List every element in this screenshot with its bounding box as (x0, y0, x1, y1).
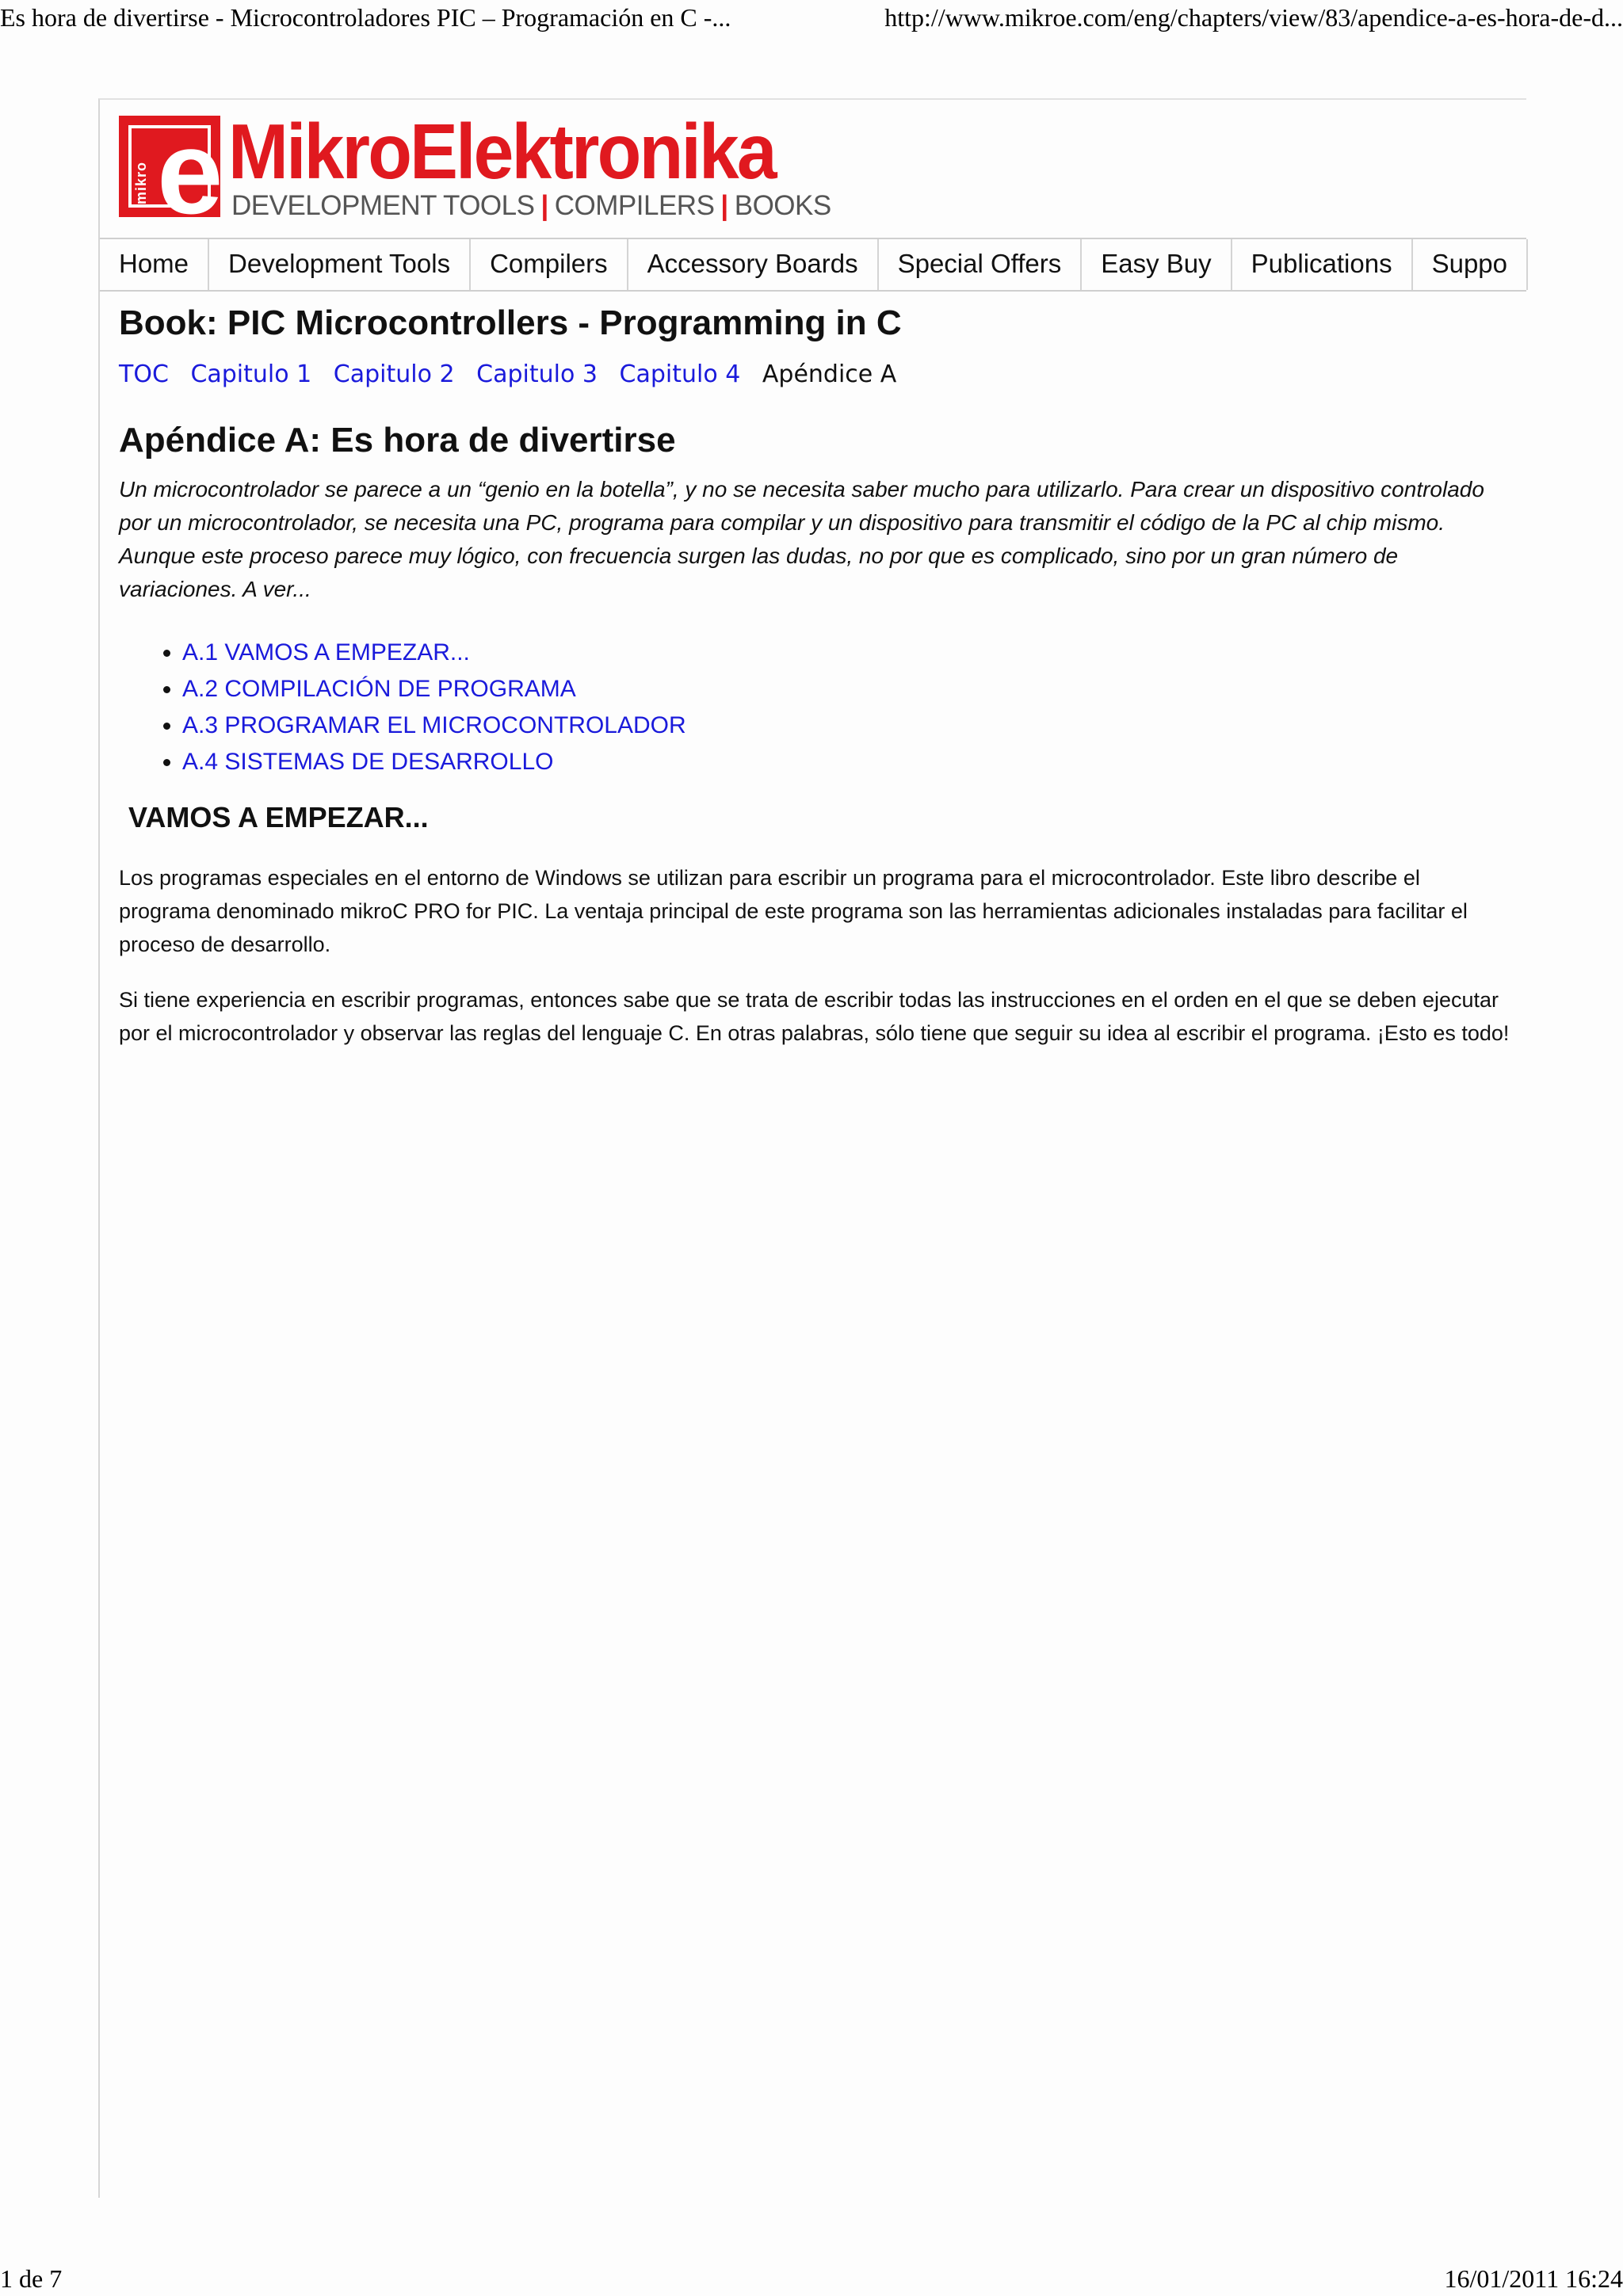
tagline-compilers: COMPILERS (554, 190, 715, 221)
section-paragraph: Los programas especiales en el entorno de Windows se utilizan para escribir un programa para el microcontrolador. Este libro describe el programa denominado mikroC PRO for PIC. La ventaja principal de este programa son las herramientas adicionales instaladas para facilitar el proceso de desarrollo. (119, 865, 1468, 956)
mikroelektronika-logo[interactable] (119, 105, 831, 238)
tagline-separator: | (540, 190, 548, 221)
toc-link-a2[interactable]: A.2 COMPILACIÓN DE PROGRAMA (182, 675, 576, 702)
book-title: Book: PIC Microcontrollers - Programming in C (119, 303, 902, 342)
logo-tagline (231, 192, 831, 219)
print-footer (0, 2264, 1623, 2296)
list-item (182, 635, 1514, 671)
nav-item-publications[interactable]: Publications (1232, 239, 1413, 290)
breadcrumb-link-toc[interactable]: TOC (119, 360, 169, 388)
print-header-url: http://www.mikroe.com/eng/chapters/view/83/apendice-a-es-hora-de-d... (884, 3, 1623, 32)
nav-item-support[interactable]: Suppo (1413, 239, 1528, 290)
breadcrumb-current: Apéndice A (762, 360, 897, 388)
tagline-development-tools: DEVELOPMENT TOOLS (231, 190, 535, 221)
main-nav (100, 238, 1526, 292)
chapter-title: Apéndice A: Es hora de divertirse (119, 420, 676, 460)
print-footer-page: 1 de 7 (0, 2264, 63, 2293)
tagline-separator: | (720, 190, 728, 221)
nav-item-easy-buy[interactable]: Easy Buy (1082, 239, 1232, 290)
breadcrumb (119, 360, 1514, 388)
list-item (182, 707, 1514, 744)
nav-item-home[interactable]: Home (100, 239, 209, 290)
print-header-title: Es hora de divertirse - Microcontroladores PIC – Programación en C -... (0, 3, 731, 32)
list-item (182, 671, 1514, 707)
main-content (119, 303, 1514, 1050)
nav-item-compilers[interactable]: Compilers (471, 239, 628, 290)
logo-wordmark: MikroElektronika (228, 108, 775, 195)
breadcrumb-link-capitulo-4[interactable]: Capitulo 4 (619, 360, 741, 388)
nav-item-accessory-boards[interactable]: Accessory Boards (628, 239, 879, 290)
intro-paragraph: Un microcontrolador se parece a un “genio en la botella”, y no se necesita saber mucho para utilizarlo. Para crear un dispositivo controlado por un microcontrolador, se necesita una PC, programa para compilar y un dispositivo para transmitir el código de la PC al chip mismo. Aunque este proceso parece muy lógico, con frecuencia surgen las dudas, no por que es complicado, sino por un gran número de variaciones. A ver... (119, 476, 1484, 601)
section-paragraph: Si tiene experiencia en escribir programas, entonces sabe que se trata de escribir todas las instrucciones en el orden en el que se deben ejecutar por el microcontrolador y observar las reglas del lenguaje C. En otras palabras, sólo tiene que seguir su idea al escribir el programa. ¡Esto es todo! (119, 987, 1510, 1045)
section-title: VAMOS A EMPEZAR... (128, 800, 429, 833)
toc-link-a4[interactable]: A.4 SISTEMAS DE DESARROLLO (182, 748, 554, 775)
toc-link-a1[interactable]: A.1 VAMOS A EMPEZAR... (182, 639, 470, 666)
nav-item-special-offers[interactable]: Special Offers (879, 239, 1083, 290)
logo-mark-icon (119, 105, 223, 238)
print-footer-datetime: 16/01/2011 16:24 (1444, 2264, 1623, 2293)
page-frame (98, 98, 1526, 2198)
list-item (182, 744, 1514, 780)
tagline-books: BOOKS (734, 190, 831, 221)
breadcrumb-link-capitulo-1[interactable]: Capitulo 1 (190, 360, 312, 388)
nav-item-development-tools[interactable]: Development Tools (209, 239, 471, 290)
toc-link-a3[interactable]: A.3 PROGRAMAR EL MICROCONTROLADOR (182, 711, 686, 738)
logo-e-glyph: e (157, 105, 223, 238)
breadcrumb-link-capitulo-2[interactable]: Capitulo 2 (333, 360, 455, 388)
print-header (0, 3, 1623, 43)
breadcrumb-link-capitulo-3[interactable]: Capitulo 3 (476, 360, 598, 388)
chapter-toc (119, 635, 1514, 780)
logo-mikro-text: mikro (133, 161, 149, 204)
